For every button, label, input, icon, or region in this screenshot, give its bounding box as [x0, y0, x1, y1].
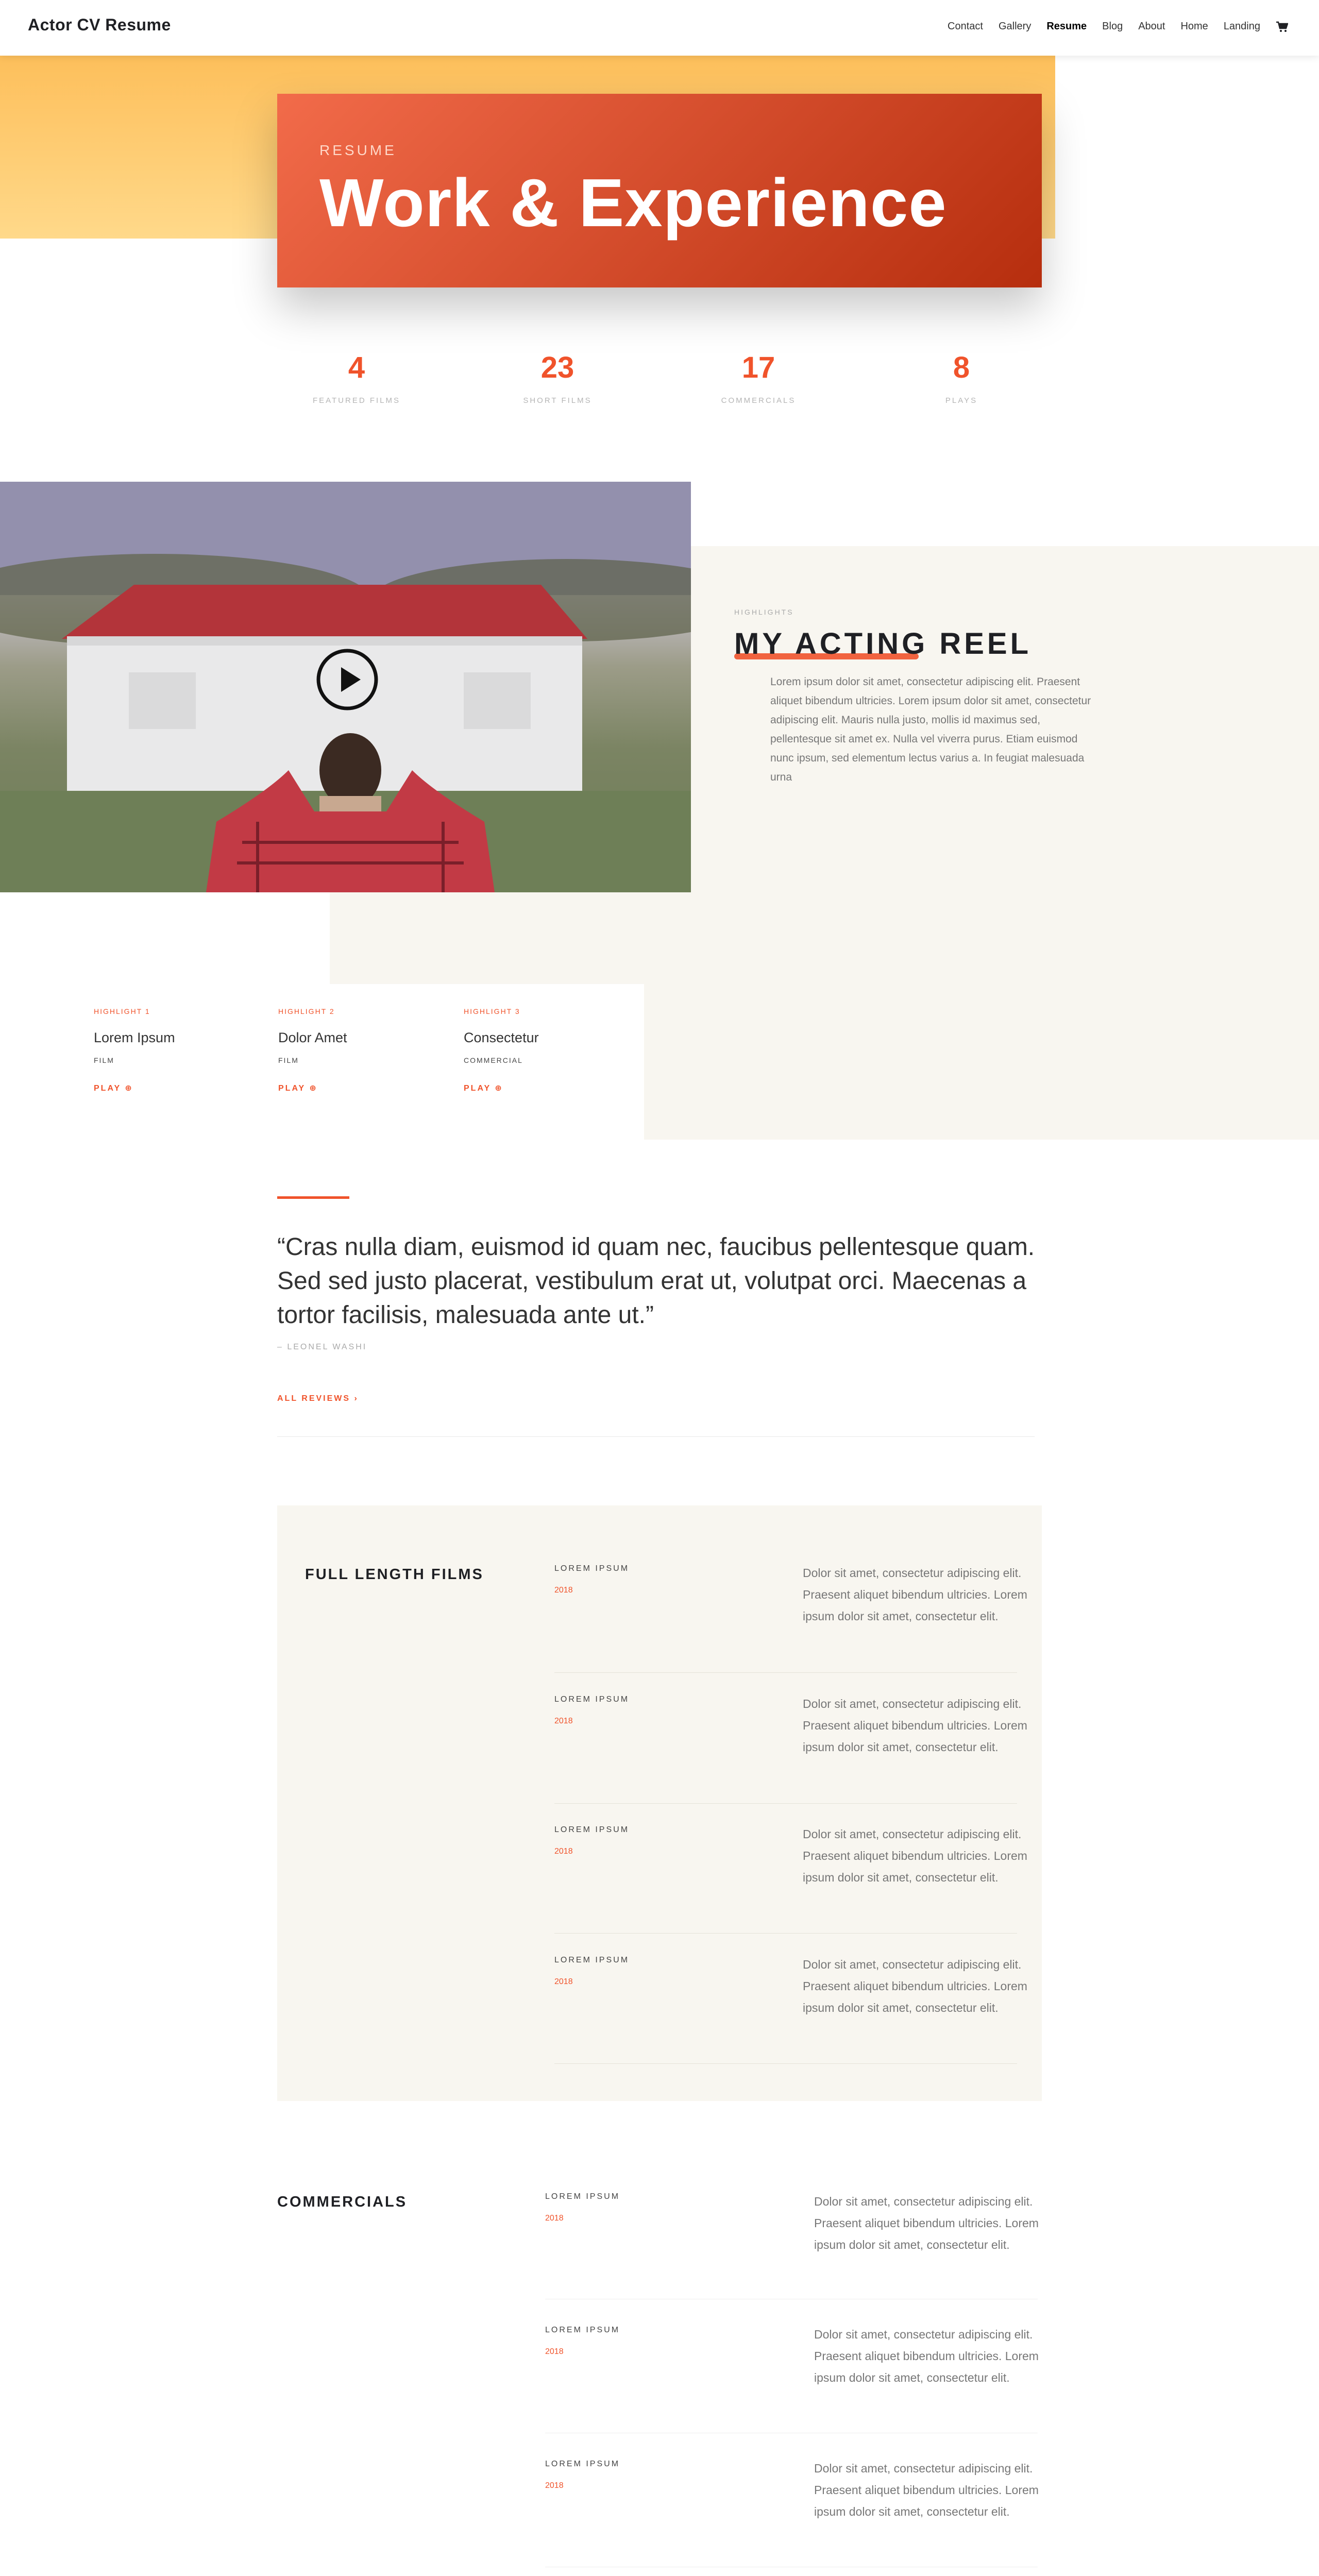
- stat-label: SHORT FILMS: [523, 396, 592, 405]
- reel-description: Lorem ipsum dolor sit amet, consectetur adipiscing elit. Praesent aliquet bibendum ultricies. Lorem ipsum dolor sit amet, consectetur adipiscing elit. Mauris nulla justo, mollis id maximus sed, pellentesque sit amet ex. Nulla vel viverra purus. Etiam euismod nunc ipsum, sed elementum lectus varius a. In feugiat malesuada urna: [770, 676, 1091, 783]
- nav-resume[interactable]: Resume: [1046, 21, 1087, 32]
- play-icon[interactable]: [315, 648, 379, 711]
- cart-icon[interactable]: [1276, 21, 1288, 32]
- divider: [554, 1803, 1017, 1804]
- film-name: LOREM IPSUM: [554, 1564, 630, 1573]
- reel-video-thumbnail[interactable]: [0, 482, 691, 892]
- highlight-kicker: HIGHLIGHT 2: [278, 1007, 335, 1015]
- highlight-kicker: HIGHLIGHT 3: [464, 1007, 520, 1015]
- highlight-title: Lorem Ipsum: [94, 1030, 175, 1045]
- film-row: [554, 1564, 629, 1595]
- film-description: Dolor sit amet, consectetur adipiscing elit. Praesent aliquet bibendum ultricies. Lorem ipsum dolor sit amet, consectetur elit.: [803, 1566, 1027, 1623]
- highlight-card: [464, 1007, 618, 1093]
- play-label: PLAY: [278, 1084, 306, 1093]
- site-header: [0, 0, 1319, 56]
- hero-kicker: RESUME: [319, 142, 397, 158]
- divider: [554, 1933, 1017, 1934]
- highlight-title: Consectetur: [464, 1030, 539, 1045]
- play-circle-icon: ⊕: [495, 1084, 503, 1093]
- film-name: LOREM IPSUM: [554, 1695, 630, 1704]
- divider: [554, 1672, 1017, 1673]
- stat-number: 17: [741, 351, 775, 384]
- film-year: 2018: [554, 1977, 573, 1986]
- commercial-year: 2018: [545, 2347, 564, 2356]
- main-nav: [948, 21, 1288, 32]
- commercial-row: [545, 2460, 620, 2490]
- nav-blog[interactable]: Blog: [1102, 21, 1123, 32]
- stat-short-films: [480, 350, 635, 405]
- play-link[interactable]: [94, 1083, 248, 1093]
- film-description: Dolor sit amet, consectetur adipiscing elit. Praesent aliquet bibendum ultricies. Lorem ipsum dolor sit amet, consectetur elit.: [803, 1958, 1027, 2014]
- commercial-description: Dolor sit amet, consectetur adipiscing elit. Praesent aliquet bibendum ultricies. Lorem ipsum dolor sit amet, consectetur elit.: [814, 2328, 1039, 2384]
- commercial-name: LOREM IPSUM: [545, 2192, 620, 2201]
- nav-contact[interactable]: Contact: [948, 21, 983, 32]
- nav-home[interactable]: Home: [1180, 21, 1208, 32]
- nav-about[interactable]: About: [1138, 21, 1165, 32]
- commercial-row: [545, 2192, 620, 2223]
- commercial-year: 2018: [545, 2214, 564, 2223]
- film-row: [554, 1695, 629, 1726]
- commercials-title: COMMERCIALS: [277, 2194, 408, 2210]
- stat-number: 8: [953, 351, 970, 384]
- highlight-category: FILM: [278, 1056, 299, 1064]
- film-year: 2018: [554, 1717, 573, 1725]
- film-name: LOREM IPSUM: [554, 1956, 630, 1964]
- divider: [277, 1436, 1035, 1437]
- stat-label: COMMERCIALS: [721, 396, 796, 405]
- highlight-category: COMMERCIAL: [464, 1056, 523, 1064]
- site-logo[interactable]: Actor CV Resume: [28, 15, 171, 34]
- highlight-title: Dolor Amet: [278, 1030, 347, 1045]
- play-label: PLAY: [464, 1084, 491, 1093]
- highlight-card: [94, 1007, 248, 1093]
- play-link[interactable]: [464, 1083, 618, 1093]
- stat-label: FEATURED FILMS: [312, 396, 401, 405]
- film-name: LOREM IPSUM: [554, 1825, 630, 1834]
- films-title: FULL LENGTH FILMS: [305, 1566, 484, 1583]
- nav-gallery[interactable]: Gallery: [998, 21, 1031, 32]
- stat-featured-films: [279, 350, 434, 405]
- page-title: Work & Experience: [319, 165, 947, 241]
- quote-accent-line: [277, 1196, 349, 1199]
- stat-number: 4: [348, 351, 365, 384]
- highlight-card: [278, 1007, 433, 1093]
- divider: [554, 2063, 1017, 2064]
- all-reviews-link[interactable]: ALL REVIEWS ›: [277, 1394, 359, 1403]
- play-label: PLAY: [94, 1084, 121, 1093]
- film-year: 2018: [554, 1847, 573, 1856]
- commercial-name: LOREM IPSUM: [545, 2326, 620, 2334]
- film-row: [554, 1825, 629, 1856]
- film-year: 2018: [554, 1586, 573, 1595]
- play-circle-icon: ⊕: [125, 1084, 133, 1093]
- film-description: Dolor sit amet, consectetur adipiscing elit. Praesent aliquet bibendum ultricies. Lorem ipsum dolor sit amet, consectetur elit.: [803, 1827, 1027, 1884]
- commercial-name: LOREM IPSUM: [545, 2460, 620, 2468]
- stat-number: 23: [540, 351, 574, 384]
- quote-author: – LEONEL WASHI: [277, 1343, 367, 1351]
- film-description: Dolor sit amet, consectetur adipiscing elit. Praesent aliquet bibendum ultricies. Lorem ipsum dolor sit amet, consectetur elit.: [803, 1697, 1027, 1754]
- stat-plays: [884, 350, 1039, 405]
- commercial-description: Dolor sit amet, consectetur adipiscing elit. Praesent aliquet bibendum ultricies. Lorem ipsum dolor sit amet, consectetur elit.: [814, 2462, 1039, 2518]
- play-circle-icon: ⊕: [309, 1084, 318, 1093]
- testimonial-quote: “Cras nulla diam, euismod id quam nec, faucibus pellentesque quam. Sed sed justo placerat, vestibulum erat ut, volutpat orci. Maecenas a tortor facilisis, malesuada ante ut.”: [277, 1233, 1035, 1329]
- reel-title: MY ACTING REEL: [734, 627, 1032, 660]
- stat-commercials: [681, 350, 836, 405]
- highlight-kicker: HIGHLIGHT 1: [94, 1007, 150, 1015]
- nav-landing[interactable]: Landing: [1223, 21, 1260, 32]
- commercial-description: Dolor sit amet, consectetur adipiscing elit. Praesent aliquet bibendum ultricies. Lorem ipsum dolor sit amet, consectetur elit.: [814, 2195, 1039, 2251]
- stat-label: PLAYS: [945, 396, 978, 405]
- commercial-year: 2018: [545, 2481, 564, 2490]
- commercial-row: [545, 2326, 620, 2357]
- hero-card: [277, 94, 1042, 287]
- highlight-category: FILM: [94, 1056, 114, 1064]
- play-link[interactable]: [278, 1083, 433, 1093]
- film-row: [554, 1956, 629, 1987]
- reel-kicker: HIGHLIGHTS: [734, 608, 794, 616]
